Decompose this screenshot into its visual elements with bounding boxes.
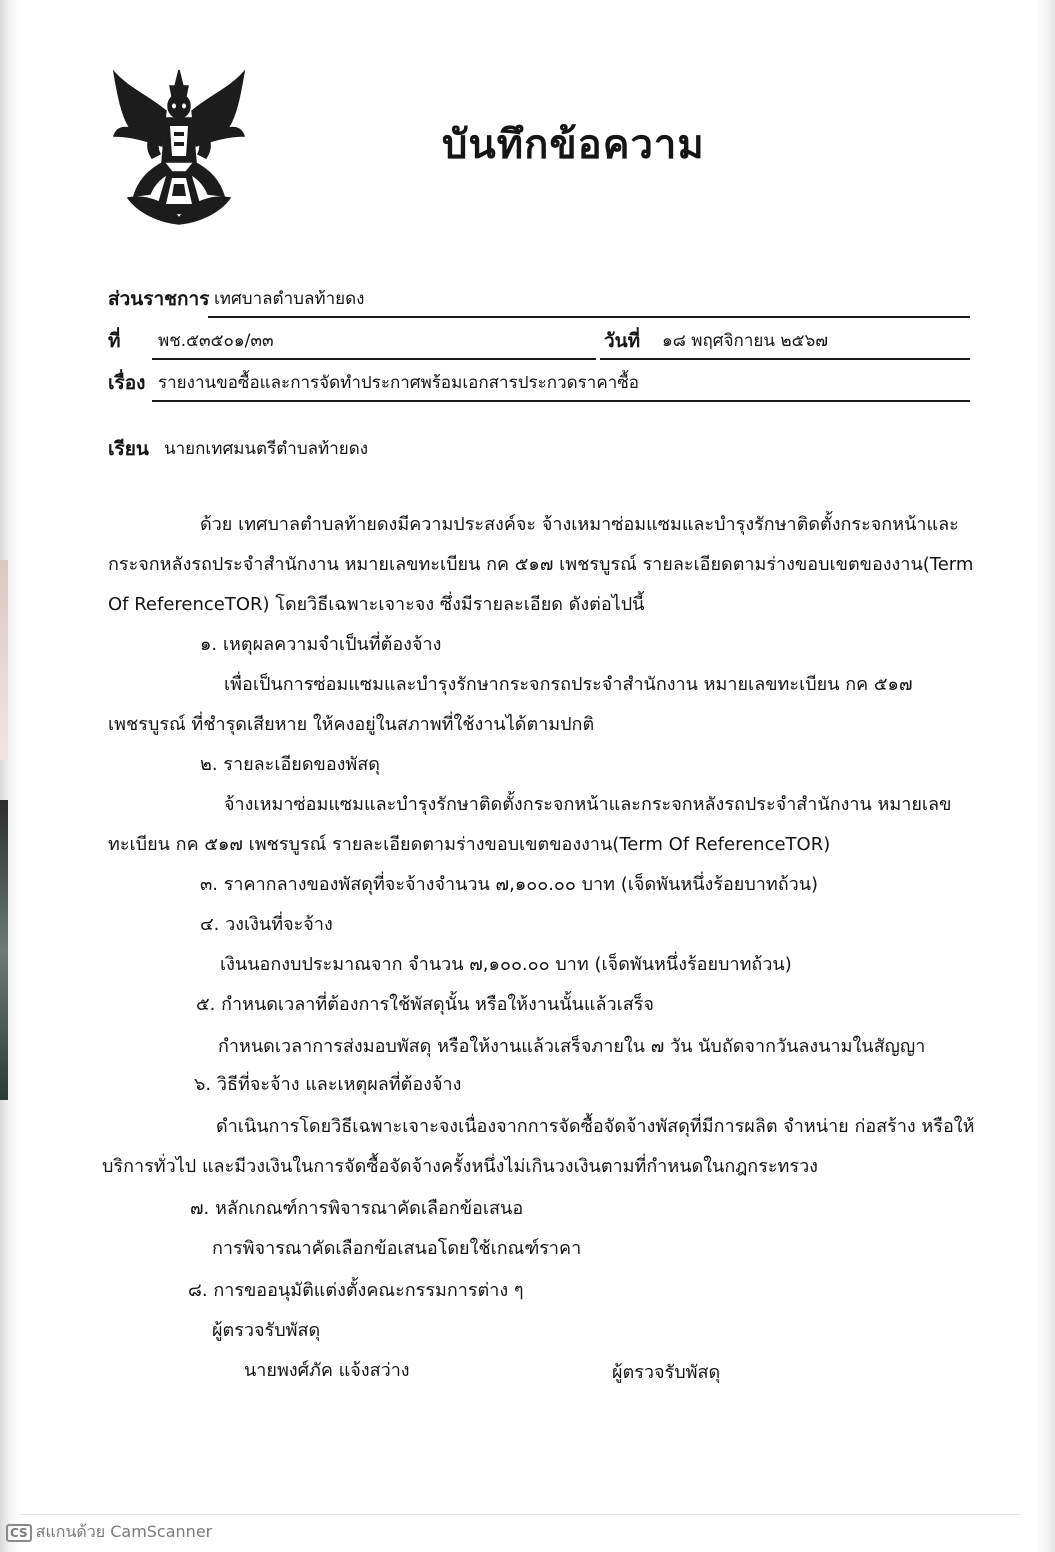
section-4-heading: ๔. วงเงินที่จะจ้าง (200, 914, 333, 935)
date-label: วันที่ (604, 330, 641, 352)
ref-underline (152, 358, 596, 360)
subject-value: รายงานขอซื้อและการจัดทำประกาศพร้อมเอกสารประกวดราคาซื้อ (158, 373, 639, 393)
section-1-heading: ๑. เหตุผลความจำเป็นที่ต้องจ้าง (200, 634, 442, 655)
section-8-heading: ๘. การขออนุมัติแต่งตั้งคณะกรรมการต่าง ๆ (188, 1280, 524, 1301)
scan-edge-artifact (0, 560, 8, 760)
agency-underline (208, 316, 970, 318)
section-1-line-2: เพชรบูรณ์ ที่ชำรุดเสียหาย ให้คงอยู่ในสภาพที่ใช้งานได้ตามปกติ (108, 714, 595, 735)
date-underline (600, 358, 970, 360)
memo-title: บันทึกข้อความ (442, 122, 705, 168)
camscanner-logo-icon: CS (6, 1524, 32, 1542)
garuda-emblem-icon (108, 66, 250, 226)
intro-line-2: กระจกหลังรถประจำสำนักงาน หมายเลขทะเบียน กค ๕๑๗ เพชรบูรณ์ รายละเอียดตามร่างขอบเขตของงาน(Term (108, 554, 974, 575)
section-1-line-1: เพื่อเป็นการซ่อมแซมและบำรุงรักษากระจกรถประจำสำนักงาน หมายเลขทะเบียน กค ๕๑๗ (224, 674, 913, 695)
date-value: ๑๘ พฤศจิกายน ๒๕๖๗ (662, 331, 829, 351)
section-7-heading: ๗. หลักเกณฑ์การพิจารณาคัดเลือกข้อเสนอ (190, 1198, 524, 1219)
subject-underline (152, 400, 970, 402)
section-5-heading: ๕. กำหนดเวลาที่ต้องการใช้พัสดุนั้น หรือให้งานนั้นแล้วเสร็จ (196, 994, 654, 1015)
section-5-line-1: กำหนดเวลาการส่งมอบพัสดุ หรือให้งานแล้วเสร็จภายใน ๗ วัน นับถัดจากวันลงนามในสัญญา (218, 1036, 926, 1057)
committee-member-role: ผู้ตรวจรับพัสดุ (612, 1362, 721, 1383)
section-6-line-2: บริการทั่วไป และมีวงเงินในการจัดซื้อจัดจ้างครั้งหนึ่งไม่เกินวงเงินตามที่กำหนดในกฎกระทรวง (102, 1156, 818, 1177)
intro-line-1: ด้วย เทศบาลตำบลท้ายดงมีความประสงค์จะ จ้างเหมาซ่อมแซมและบำรุงรักษาติดตั้งกระจกหน้าและ (200, 514, 959, 535)
section-2-heading: ๒. รายละเอียดของพัสดุ (200, 754, 380, 775)
section-2-line-1: จ้างเหมาซ่อมแซมและบำรุงรักษาติดตั้งกระจกหน้าและกระจกหลังรถประจำสำนักงาน หมายเลข (224, 794, 952, 815)
agency-label: ส่วนราชการ (108, 288, 210, 310)
to-label: เรียน (108, 438, 149, 460)
camscanner-watermark (6, 1520, 212, 1545)
committee-member-name: นายพงศ์ภัค แจ้งสว่าง (244, 1360, 410, 1381)
section-2-line-2: ทะเบียน กค ๕๑๗ เพชรบูรณ์ รายละเอียดตามร่างขอบเขตของงาน(Term Of ReferenceTOR) (108, 834, 831, 855)
ref-value: พช.๕๓๕๐๑/๓๓ (158, 331, 274, 351)
to-value: นายกเทศมนตรีตำบลท้ายดง (164, 439, 369, 459)
section-4-line-1: เงินนอกงบประมาณจาก จำนวน ๗,๑๐๐.๐๐ บาท (เจ็ดพันหนึ่งร้อยบาทถ้วน) (220, 954, 792, 975)
subject-label: เรื่อง (108, 372, 146, 394)
ref-label: ที่ (108, 330, 121, 352)
section-6-line-1: ดำเนินการโดยวิธีเฉพาะเจาะจงเนื่องจากการจัดซื้อจัดจ้างพัสดุที่มีการผลิต จำหน่าย ก่อสร้าง หรือให้ (216, 1116, 975, 1137)
camscanner-text: สแกนด้วย CamScanner (35, 1522, 213, 1541)
section-7-line-1: การพิจารณาคัดเลือกข้อเสนอโดยใช้เกณฑ์ราคา (212, 1238, 582, 1259)
section-6-heading: ๖. วิธีที่จะจ้าง และเหตุผลที่ต้องจ้าง (194, 1074, 462, 1095)
agency-value: เทศบาลตำบลท้ายดง (214, 289, 365, 309)
section-3-heading: ๓. ราคากลางของพัสดุที่จะจ้างจำนวน ๗,๑๐๐.๐๐ บาท (เจ็ดพันหนึ่งร้อยบาทถ้วน) (200, 874, 819, 895)
intro-line-3: Of ReferenceTOR) โดยวิธีเฉพาะเจาะจง ซึ่งมีรายละเอียด ดังต่อไปนี้ (108, 594, 645, 615)
section-8-subheading: ผู้ตรวจรับพัสดุ (212, 1320, 321, 1341)
scan-edge-artifact (0, 800, 8, 1100)
footer-divider (20, 1514, 1020, 1515)
